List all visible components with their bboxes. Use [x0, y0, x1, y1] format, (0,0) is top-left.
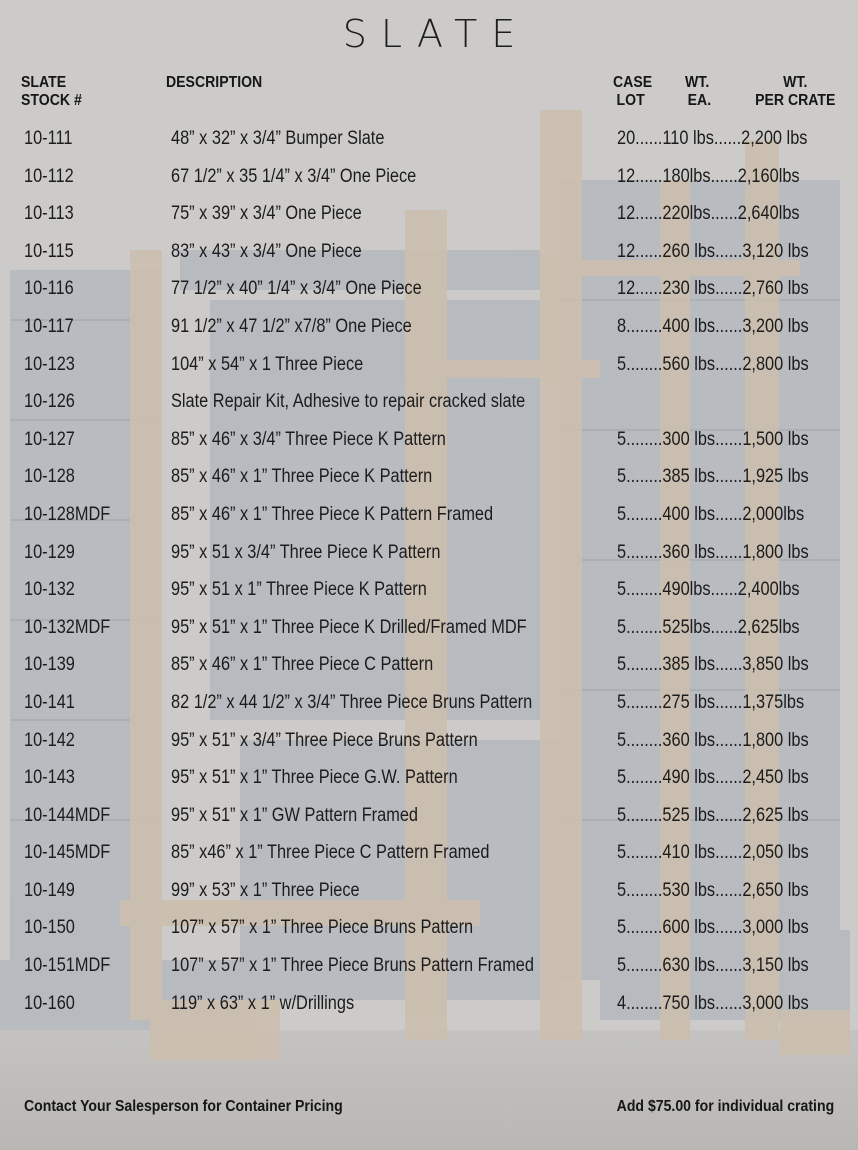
case-lot-weights: 12......180lbs......2,160lbs [617, 165, 800, 187]
table-row [0, 158, 858, 196]
header-case-line2: LOT [616, 92, 645, 109]
table-row [0, 308, 858, 346]
slate-description: 95” x 51” x 3/4” Three Piece Bruns Pattern [171, 729, 478, 751]
header-wtea-line2: EA. [687, 92, 712, 109]
slate-description: 82 1/2” x 44 1/2” x 3/4” Three Piece Bruns Pattern [171, 691, 533, 713]
case-lot-weights: 5........300 lbs......1,500 lbs [617, 428, 809, 450]
slate-description: 99” x 53” x 1” Three Piece [171, 879, 360, 901]
case-lot-weights: 5........600 lbs......3,000 lbs [617, 917, 809, 939]
table-row [0, 646, 858, 684]
table-row [0, 834, 858, 872]
table-row [0, 872, 858, 910]
stock-number: 10-142 [24, 729, 75, 751]
header-description [166, 74, 262, 92]
stock-number: 10-141 [24, 691, 75, 713]
stock-number: 10-113 [24, 203, 74, 225]
table-row [0, 684, 858, 722]
table-row [0, 233, 858, 271]
stock-number: 10-145MDF [24, 842, 111, 864]
table-row [0, 496, 858, 534]
case-lot-weights: 5........630 lbs......3,150 lbs [617, 955, 809, 977]
slate-description: 77 1/2” x 40” 1/4” x 3/4” One Piece [171, 278, 422, 300]
slate-description: 83” x 43” x 3/4” One Piece [171, 240, 362, 262]
slate-description: 85” x 46” x 1” Three Piece K Pattern Framed [171, 503, 494, 525]
slate-description: 104” x 54” x 1 Three Piece [171, 353, 364, 375]
table-row [0, 797, 858, 835]
slate-description: 107” x 57” x 1” Three Piece Bruns Pattern [171, 917, 474, 939]
slate-description: 85” x 46” x 1” Three Piece C Pattern [171, 654, 434, 676]
slate-description: 95” x 51” x 1” Three Piece G.W. Pattern [171, 767, 458, 789]
stock-number: 10-112 [24, 165, 74, 187]
case-lot-weights: 20......110 lbs......2,200 lbs [617, 128, 808, 149]
slate-description: 75” x 39” x 3/4” One Piece [171, 203, 362, 225]
stock-number: 10-150 [24, 917, 75, 939]
stock-number: 10-115 [24, 240, 74, 262]
table-row [0, 759, 858, 797]
header-wt-crate [753, 74, 837, 110]
case-lot-weights: 5........385 lbs......3,850 lbs [617, 654, 809, 676]
table-row [0, 195, 858, 233]
footer-crating-note: Add $75.00 for individual crating [616, 1098, 834, 1115]
slate-description: 85” x 46” x 3/4” Three Piece K Pattern [171, 428, 446, 450]
table-row [0, 458, 858, 496]
header-stock-line2: STOCK # [21, 92, 82, 109]
slate-description: 95” x 51 x 3/4” Three Piece K Pattern [171, 541, 441, 563]
case-lot-weights: 4........750 lbs......3,000 lbs [617, 992, 809, 1014]
case-lot-weights: 12......220lbs......2,640lbs [617, 203, 800, 225]
header-case-lot [613, 74, 652, 110]
slate-description: 48” x 32” x 3/4” Bumper Slate [171, 128, 385, 149]
stock-number: 10-132MDF [24, 616, 111, 638]
case-lot-weights: 5........360 lbs......1,800 lbs [617, 541, 809, 563]
table-row [0, 346, 858, 384]
header-case-line1: CASE [613, 74, 653, 91]
table-row [0, 120, 858, 158]
header-stock-line1: SLATE [21, 74, 67, 91]
slate-description: 95” x 51” x 1” Three Piece K Drilled/Framed MDF [171, 616, 527, 638]
header-description-label: DESCRIPTION [166, 74, 263, 91]
table-row [0, 609, 858, 647]
slate-description: 67 1/2” x 35 1/4” x 3/4” One Piece [171, 165, 417, 187]
table-row [0, 571, 858, 609]
slate-description: 85” x46” x 1” Three Piece C Pattern Framed [171, 842, 490, 864]
table-row [0, 534, 858, 572]
case-lot-weights: 5........400 lbs......2,000lbs [617, 503, 805, 525]
case-lot-weights: 5........490 lbs......2,450 lbs [617, 767, 809, 789]
slate-description: Slate Repair Kit, Adhesive to repair cracked slate [171, 391, 526, 413]
slate-description: 95” x 51” x 1” GW Pattern Framed [171, 804, 418, 826]
header-wt-each [685, 74, 711, 110]
stock-number: 10-111 [24, 128, 73, 149]
case-lot-weights: 5........385 lbs......1,925 lbs [617, 466, 809, 488]
case-lot-weights: 5........490lbs......2,400lbs [617, 579, 800, 601]
stock-number: 10-143 [24, 767, 75, 789]
table-row [0, 909, 858, 947]
case-lot-weights: 5........560 lbs......2,800 lbs [617, 353, 809, 375]
stock-number: 10-126 [24, 391, 75, 413]
case-lot-weights: 12......230 lbs......2,760 lbs [617, 278, 809, 300]
table-row [0, 383, 858, 421]
header-wtcrate-line2: PER CRATE [755, 92, 836, 109]
stock-number: 10-132 [24, 579, 75, 601]
case-lot-weights: 5........525lbs......2,625lbs [617, 616, 800, 638]
table-row [0, 421, 858, 459]
slate-description: 119” x 63” x 1” w/Drillings [171, 992, 355, 1014]
case-lot-weights: 5........410 lbs......2,050 lbs [617, 842, 809, 864]
footer-container-pricing: Contact Your Salesperson for Container Pricing [24, 1098, 343, 1115]
stock-number: 10-116 [24, 278, 74, 300]
case-lot-weights: 5........530 lbs......2,650 lbs [617, 879, 809, 901]
case-lot-weights: 8........400 lbs......3,200 lbs [617, 315, 809, 337]
table-row [0, 947, 858, 985]
stock-number: 10-117 [24, 315, 74, 337]
stock-number: 10-123 [24, 353, 75, 375]
slate-description: 85” x 46” x 1” Three Piece K Pattern [171, 466, 433, 488]
stock-number: 10-160 [24, 992, 75, 1014]
header-wtcrate-line1: WT. [783, 74, 808, 91]
case-lot-weights: 12......260 lbs......3,120 lbs [617, 240, 809, 262]
slate-description: 95” x 51 x 1” Three Piece K Pattern [171, 579, 427, 601]
stock-number: 10-151MDF [24, 955, 111, 977]
stock-number: 10-128 [24, 466, 75, 488]
table-row [0, 722, 858, 760]
stock-number: 10-139 [24, 654, 75, 676]
stock-number: 10-127 [24, 428, 75, 450]
case-lot-weights: 5........525 lbs......2,625 lbs [617, 804, 809, 826]
case-lot-weights: 5........275 lbs......1,375lbs [617, 691, 805, 713]
header-wtea-line1: WT. [685, 74, 710, 91]
header-stock [21, 74, 82, 110]
table-row [0, 270, 858, 308]
table-row [0, 985, 858, 1023]
stock-number: 10-129 [24, 541, 75, 563]
slate-description: 91 1/2” x 47 1/2” x7/8” One Piece [171, 315, 412, 337]
case-lot-weights: 5........360 lbs......1,800 lbs [617, 729, 809, 751]
slate-description: 107” x 57” x 1” Three Piece Bruns Pattern Framed [171, 955, 534, 977]
stock-number: 10-144MDF [24, 804, 111, 826]
stock-number: 10-149 [24, 879, 75, 901]
stock-number: 10-128MDF [24, 503, 111, 525]
page-title: SLATE [342, 12, 530, 56]
slate-table [0, 120, 858, 1022]
